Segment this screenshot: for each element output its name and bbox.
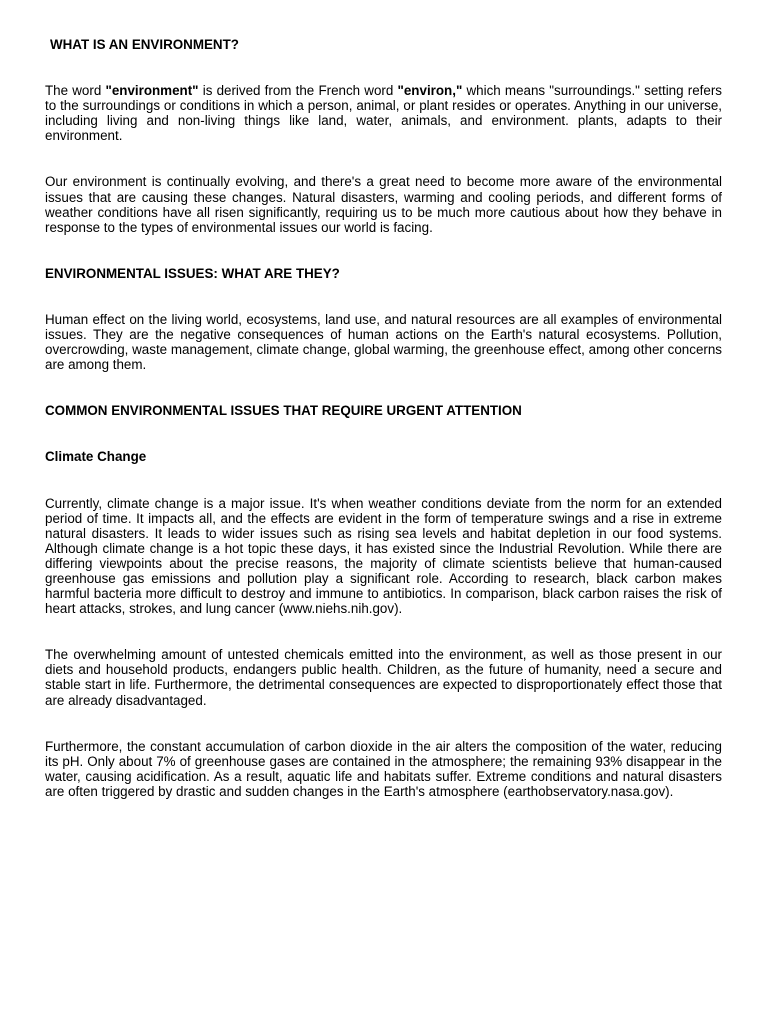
heading-environmental-issues: ENVIRONMENTAL ISSUES: WHAT ARE THEY? (45, 265, 340, 281)
bold-term-environ: "environ," (397, 83, 463, 99)
paragraph-text: The word (45, 83, 106, 99)
paragraph-climate-change: Currently, climate change is a major issue. It's when weather conditions deviate from the norm for an extended period of time. It impacts all, and the effects are evident in the form of temperature swings and a rise in extreme natural disasters. It leads to wider issues such as rising sea levels and habitat depletion in our food systems. Although climate change is a hot topic these days, it has existed since the Industrial Revolution. While there are differing viewpoints about the precise reasons, the majority of climate scientists believe that human-caused greenhouse gas emissions and pollution play a significant role. According to research, black carbon makes harmful bacteria more difficult to destroy and immune to antibiotics. In comparison, black carbon raises the risk of heart attacks, strokes, and lung cancer (www.niehs.nih.gov). (45, 495, 722, 617)
heading-what-is-environment: WHAT IS AN ENVIRONMENT? (50, 37, 239, 52)
paragraph-text: which means "surroundings." setting refers to the surroundings or conditions in which a person, animal, or plant resides or operates. Anything in our universe, including living and non-living things like land, water, animals, and environment. plants, adapts to their environment. (45, 83, 722, 144)
paragraph-evolving-environment: Our environment is continually evolving, and there's a great need to become more aware of the environmental issues that are causing these changes. Natural disasters, warming and cooling periods, and different forms of weather conditions have all risen significantly, requiring us to be much more cautious about how they behave in response to the types of environmental issues our world is facing. (45, 174, 722, 235)
paragraph-text: is derived from the French word (198, 83, 398, 99)
paragraph-carbon-dioxide: Furthermore, the constant accumulation of carbon dioxide in the air alters the composition of the water, reducing its pH. Only about 7% of greenhouse gases are contained in the atmosphere; the remaining 93% disappear in the water, causing acidification. As a result, aquatic life and habitats suffer. Extreme conditions and natural disasters are often triggered by drastic and sudden changes in the Earth's atmosphere (earthobservatory.nasa.gov). (45, 738, 722, 799)
paragraph-untested-chemicals: The overwhelming amount of untested chemicals emitted into the environment, as well as those present in our diets and household products, endangers public health. Children, as the future of humanity, need a secure and stable start in life. Furthermore, the detrimental consequences are expected to disproportionately effect those that are already disadvantaged. (45, 647, 722, 708)
paragraph-environment-definition (45, 83, 722, 143)
heading-climate-change: Climate Change (45, 449, 147, 465)
paragraph-human-effect: Human effect on the living world, ecosystems, land use, and natural resources are all examples of environmental issues. They are the negative consequences of human actions on the Earth's natural ecosystems. Pollution, overcrowding, waste management, climate change, global warming, the greenhouse effect, among other concerns are among them. (45, 311, 722, 373)
heading-common-issues: COMMON ENVIRONMENTAL ISSUES THAT REQUIRE URGENT ATTENTION (45, 403, 522, 419)
bold-term-environment: "environment" (105, 83, 199, 99)
document-body (45, 37, 722, 799)
